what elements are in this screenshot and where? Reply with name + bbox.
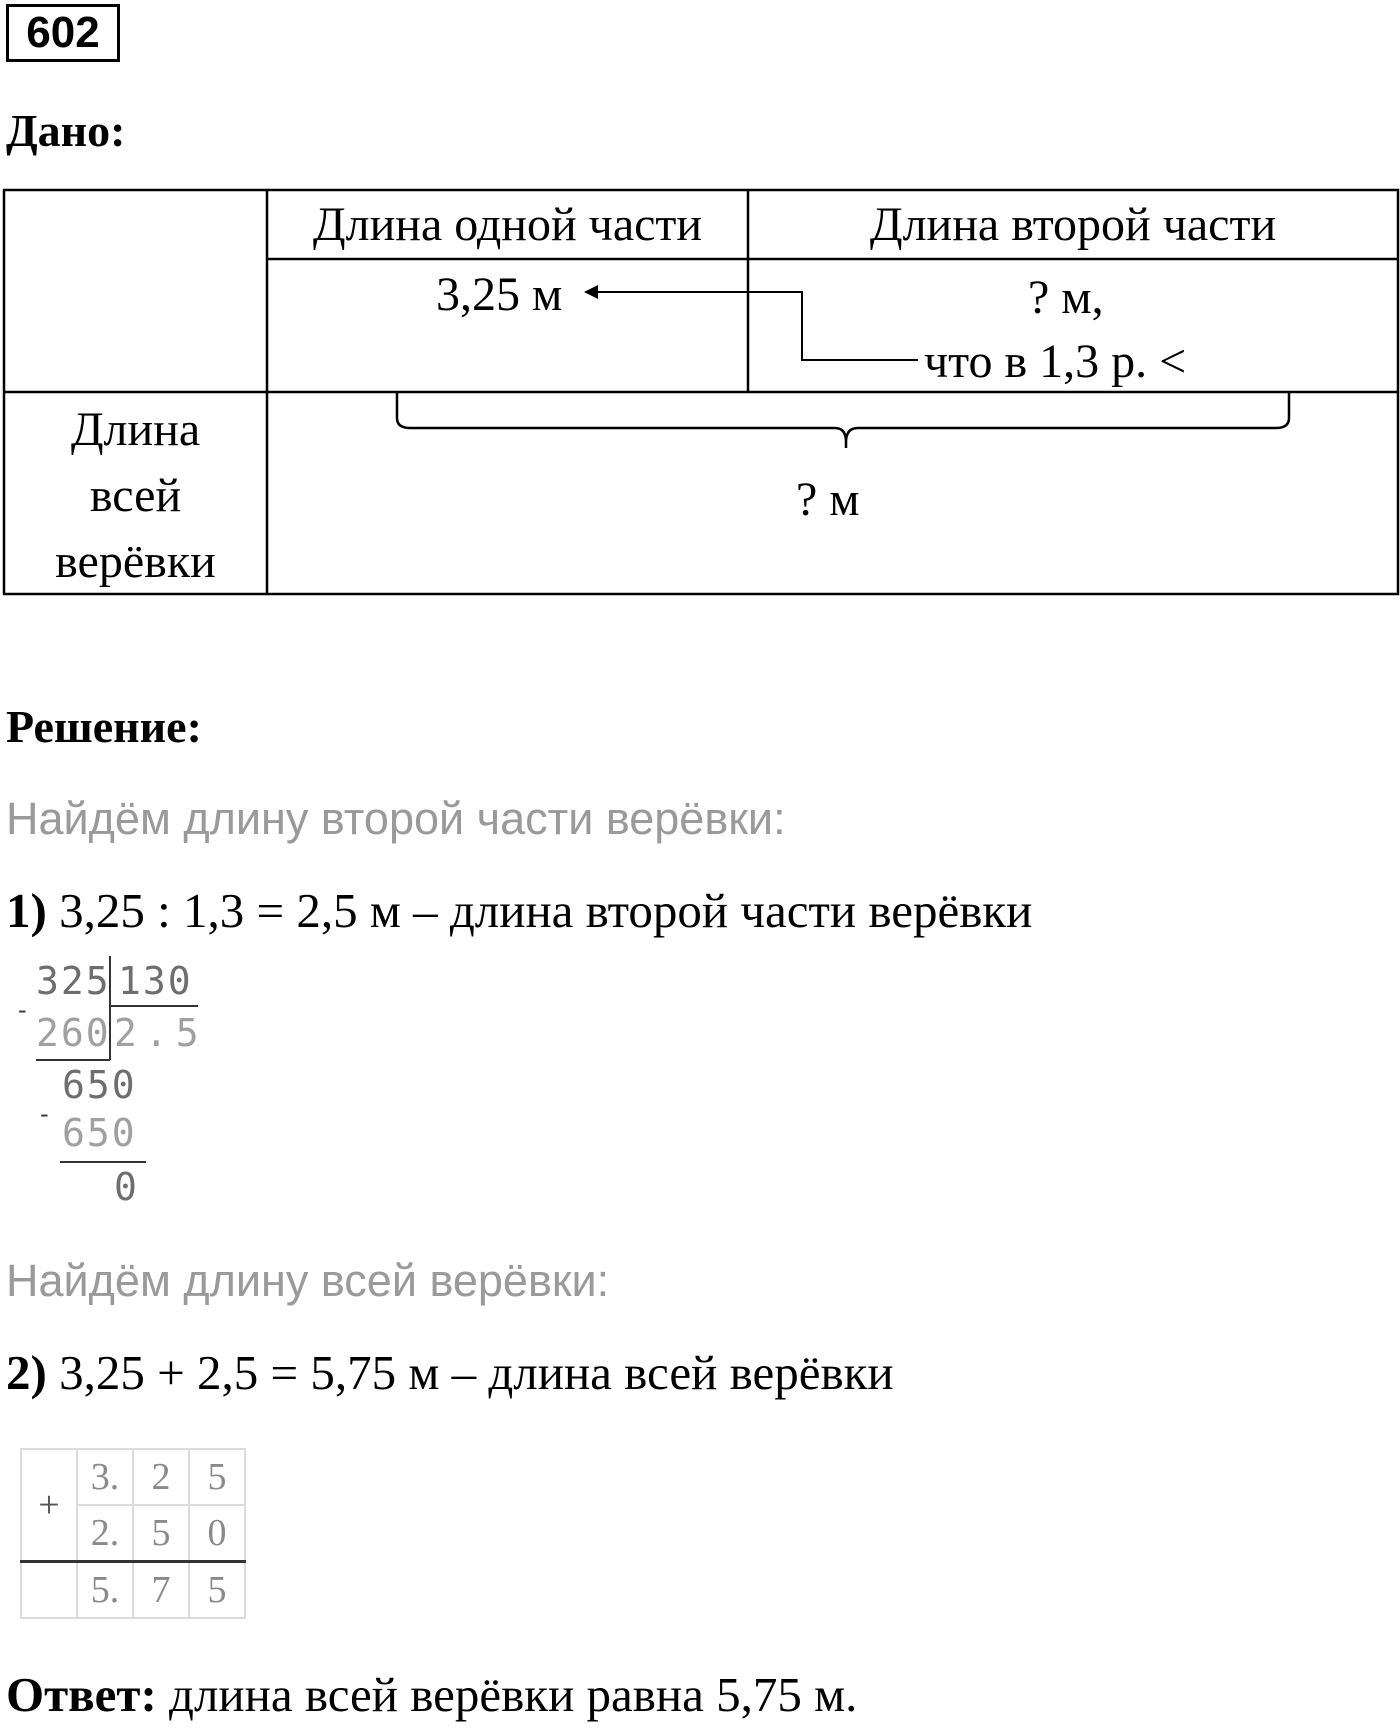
first-part-value: 3,25 м [436, 268, 563, 321]
addition-empty-cell [21, 1562, 77, 1619]
second-part-relation: что в 1,3 р. < [924, 335, 1187, 388]
addition-cell: 2 [133, 1449, 189, 1505]
total-value: ? м [796, 473, 860, 526]
step2-number: 2) [6, 1345, 47, 1400]
total-brace [397, 392, 1289, 448]
header-first-part: Длина одной части [312, 198, 703, 251]
sum-cell: 5. [77, 1562, 133, 1619]
row-header-line-2: всей [89, 469, 182, 522]
arrowhead-icon [584, 285, 598, 299]
minus-sign-2: - [40, 1100, 49, 1128]
second-subtrahend: 650 [62, 1111, 137, 1155]
relation-arrow [596, 292, 918, 360]
problem-number: 602 [6, 4, 120, 62]
second-part-value: ? м, [1028, 271, 1104, 324]
sum-cell: 5 [189, 1562, 245, 1619]
row-header-line-1: Длина [70, 403, 201, 456]
addition-sum-row [21, 1562, 245, 1619]
quotient: 2.5 [114, 1011, 207, 1055]
header-second-part: Длина второй части [869, 198, 1277, 251]
plus-operator: + [21, 1449, 77, 1562]
step1-line [6, 883, 1033, 938]
given-heading: Дано: [6, 105, 126, 156]
answer-label: Ответ: [6, 1667, 157, 1722]
first-subtrahend: 260 [36, 1011, 111, 1055]
addition-row-1 [21, 1449, 245, 1505]
dividend: 325 [36, 959, 111, 1003]
addition-cell: 5 [133, 1505, 189, 1562]
addition-cell: 3. [77, 1449, 133, 1505]
sum-cell: 7 [133, 1562, 189, 1619]
minus-sign-1: - [18, 996, 27, 1024]
addition-cell: 2. [77, 1505, 133, 1562]
long-division [0, 950, 220, 1210]
step2-intro: Найдём длину всей верёвки: [6, 1255, 610, 1306]
addition-cell: 0 [189, 1505, 245, 1562]
remainder-line: 650 [62, 1063, 137, 1107]
step2-line [6, 1345, 894, 1400]
addition-grid [20, 1448, 246, 1619]
answer-text: длина всей верёвки равна 5,75 м. [156, 1667, 858, 1722]
step2-text: 3,25 + 2,5 = 5,75 м – длина всей верёвки [46, 1345, 894, 1400]
step1-intro: Найдём длину второй части верёвки: [6, 793, 786, 844]
step1-number: 1) [6, 883, 47, 938]
final-remainder: 0 [114, 1165, 139, 1209]
addition-cell: 5 [189, 1449, 245, 1505]
answer-line [6, 1667, 858, 1722]
solution-heading: Решение: [6, 701, 202, 752]
step1-text: 3,25 : 1,3 = 2,5 м – длина второй части верёвки [46, 883, 1033, 938]
divisor: 130 [118, 959, 193, 1003]
row-header-line-3: верёвки [55, 535, 216, 588]
